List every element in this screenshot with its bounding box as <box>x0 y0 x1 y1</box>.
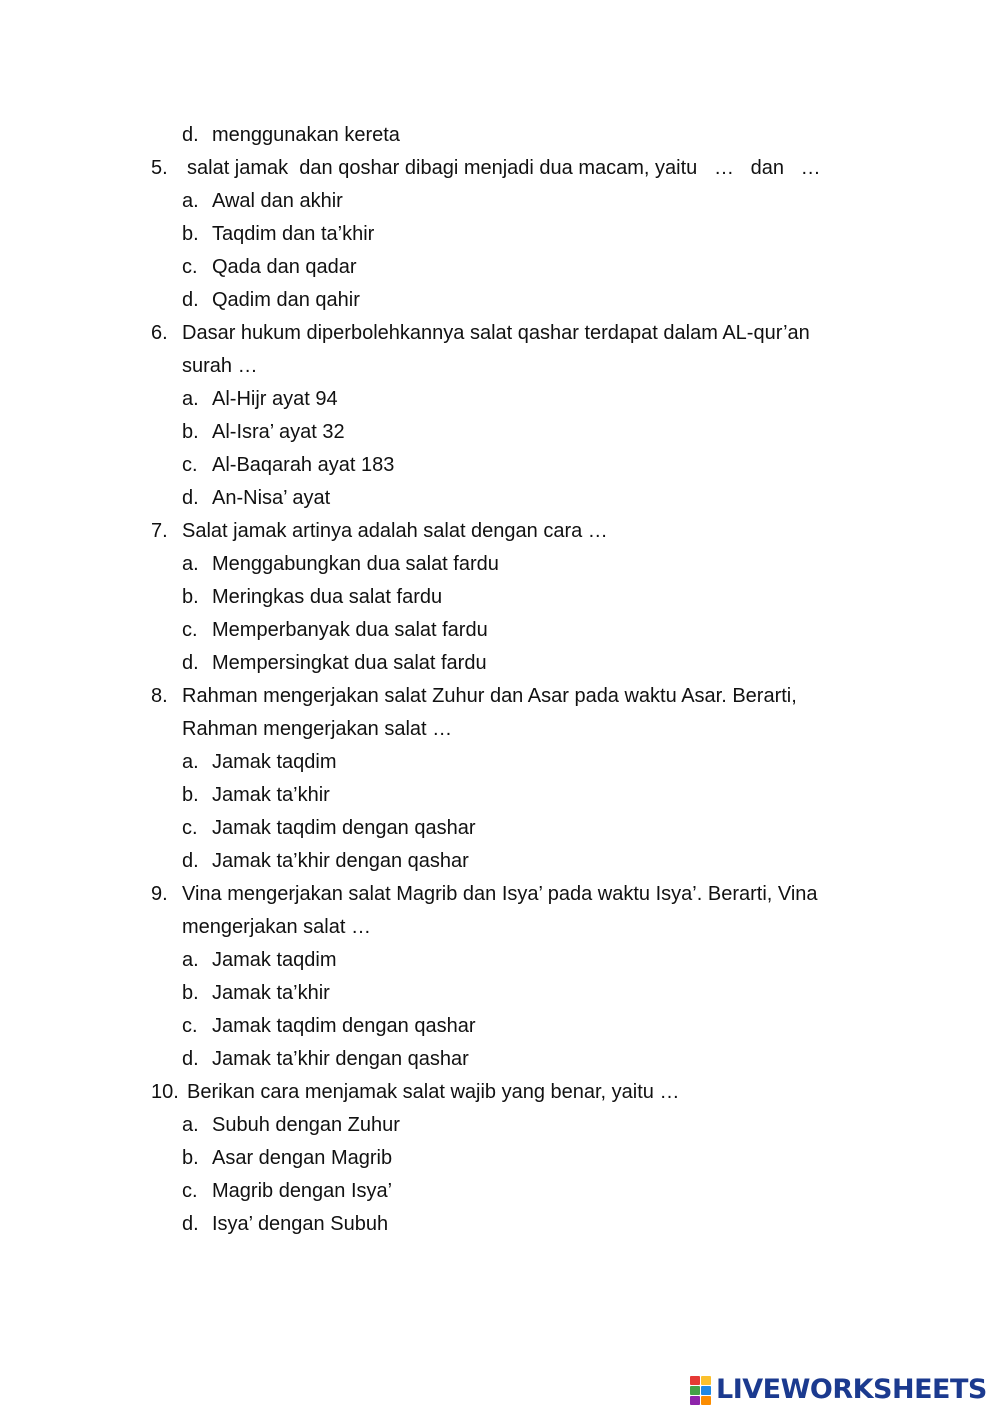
option-item: b. Al-Isra’ ayat 32 <box>182 421 345 443</box>
option-item: b. Asar dengan Magrib <box>182 1147 393 1169</box>
option-item: a. Subuh dengan Zuhur <box>182 1114 400 1136</box>
option-item: c. Qada dan qadar <box>182 256 357 278</box>
option-item: d. Jamak ta’khir dengan qashar <box>182 850 469 872</box>
option-item: d. Mempersingkat dua salat fardu <box>182 652 487 674</box>
option-item: d. Qadim dan qahir <box>182 289 360 311</box>
logo-tile <box>701 1396 711 1405</box>
option-item: c. Jamak taqdim dengan qashar <box>182 1015 476 1037</box>
question-text: Berikan cara menjamak salat wajib yang benar, yaitu … <box>187 1081 680 1103</box>
question-text: Dasar hukum diperbolehkannya salat qashar terdapat dalam AL-qur’an <box>182 322 810 344</box>
option-item: d. Isya’ dengan Subuh <box>182 1213 389 1235</box>
question-number: 5. <box>151 157 168 179</box>
question-text: Rahman mengerjakan salat … <box>182 718 453 740</box>
question-text: Vina mengerjakan salat Magrib dan Isya’ pada waktu Isya’. Berarti, Vina <box>182 883 818 905</box>
option-item: b. Taqdim dan ta’khir <box>182 223 375 245</box>
option-item: b. Jamak ta’khir <box>182 784 330 806</box>
liveworksheets-logo-icon <box>690 1376 712 1404</box>
logo-tile <box>690 1386 700 1395</box>
option-item <box>182 119 682 152</box>
question-text: Rahman mengerjakan salat Zuhur dan Asar pada waktu Asar. Berarti, <box>182 685 797 707</box>
question-number: 10. <box>151 1081 179 1103</box>
logo-tile <box>690 1396 700 1405</box>
option-item: c. Memperbanyak dua salat fardu <box>182 619 488 641</box>
option-text: menggunakan kereta <box>212 124 400 146</box>
option-item: a. Menggabungkan dua salat fardu <box>182 553 499 575</box>
option-item: a. Jamak taqdim <box>182 949 337 971</box>
option-item: a. Al-Hijr ayat 94 <box>182 388 338 410</box>
option-item: a. Jamak taqdim <box>182 751 337 773</box>
option-item: d. Jamak ta’khir dengan qashar <box>182 1048 469 1070</box>
question-number: 8. <box>151 685 168 707</box>
question-number: 7. <box>151 520 168 542</box>
option-item: a. Awal dan akhir <box>182 190 343 212</box>
option-item: c. Jamak taqdim dengan qashar <box>182 817 476 839</box>
option-item: b. Meringkas dua salat fardu <box>182 586 443 608</box>
logo-tile <box>701 1376 711 1385</box>
logo-tile <box>690 1376 700 1385</box>
liveworksheets-logo[interactable] <box>690 1370 990 1410</box>
question-text: mengerjakan salat … <box>182 916 371 938</box>
logo-text: LIVEWORKSHEETS <box>716 1374 987 1405</box>
option-item: c. Magrib dengan Isya’ <box>182 1180 393 1202</box>
option-item: b. Jamak ta’khir <box>182 982 330 1004</box>
question-text: salat jamak dan qoshar dibagi menjadi dua macam, yaitu … dan … <box>187 157 821 179</box>
question-number: 6. <box>151 322 168 344</box>
question-text: surah … <box>182 355 258 377</box>
option-item: c. Al-Baqarah ayat 183 <box>182 454 395 476</box>
option-letter: d. <box>182 124 199 146</box>
logo-tile <box>701 1386 711 1395</box>
question-number: 9. <box>151 883 168 905</box>
option-item: d. An-Nisa’ ayat <box>182 487 331 509</box>
question-text: Salat jamak artinya adalah salat dengan cara … <box>182 520 608 542</box>
